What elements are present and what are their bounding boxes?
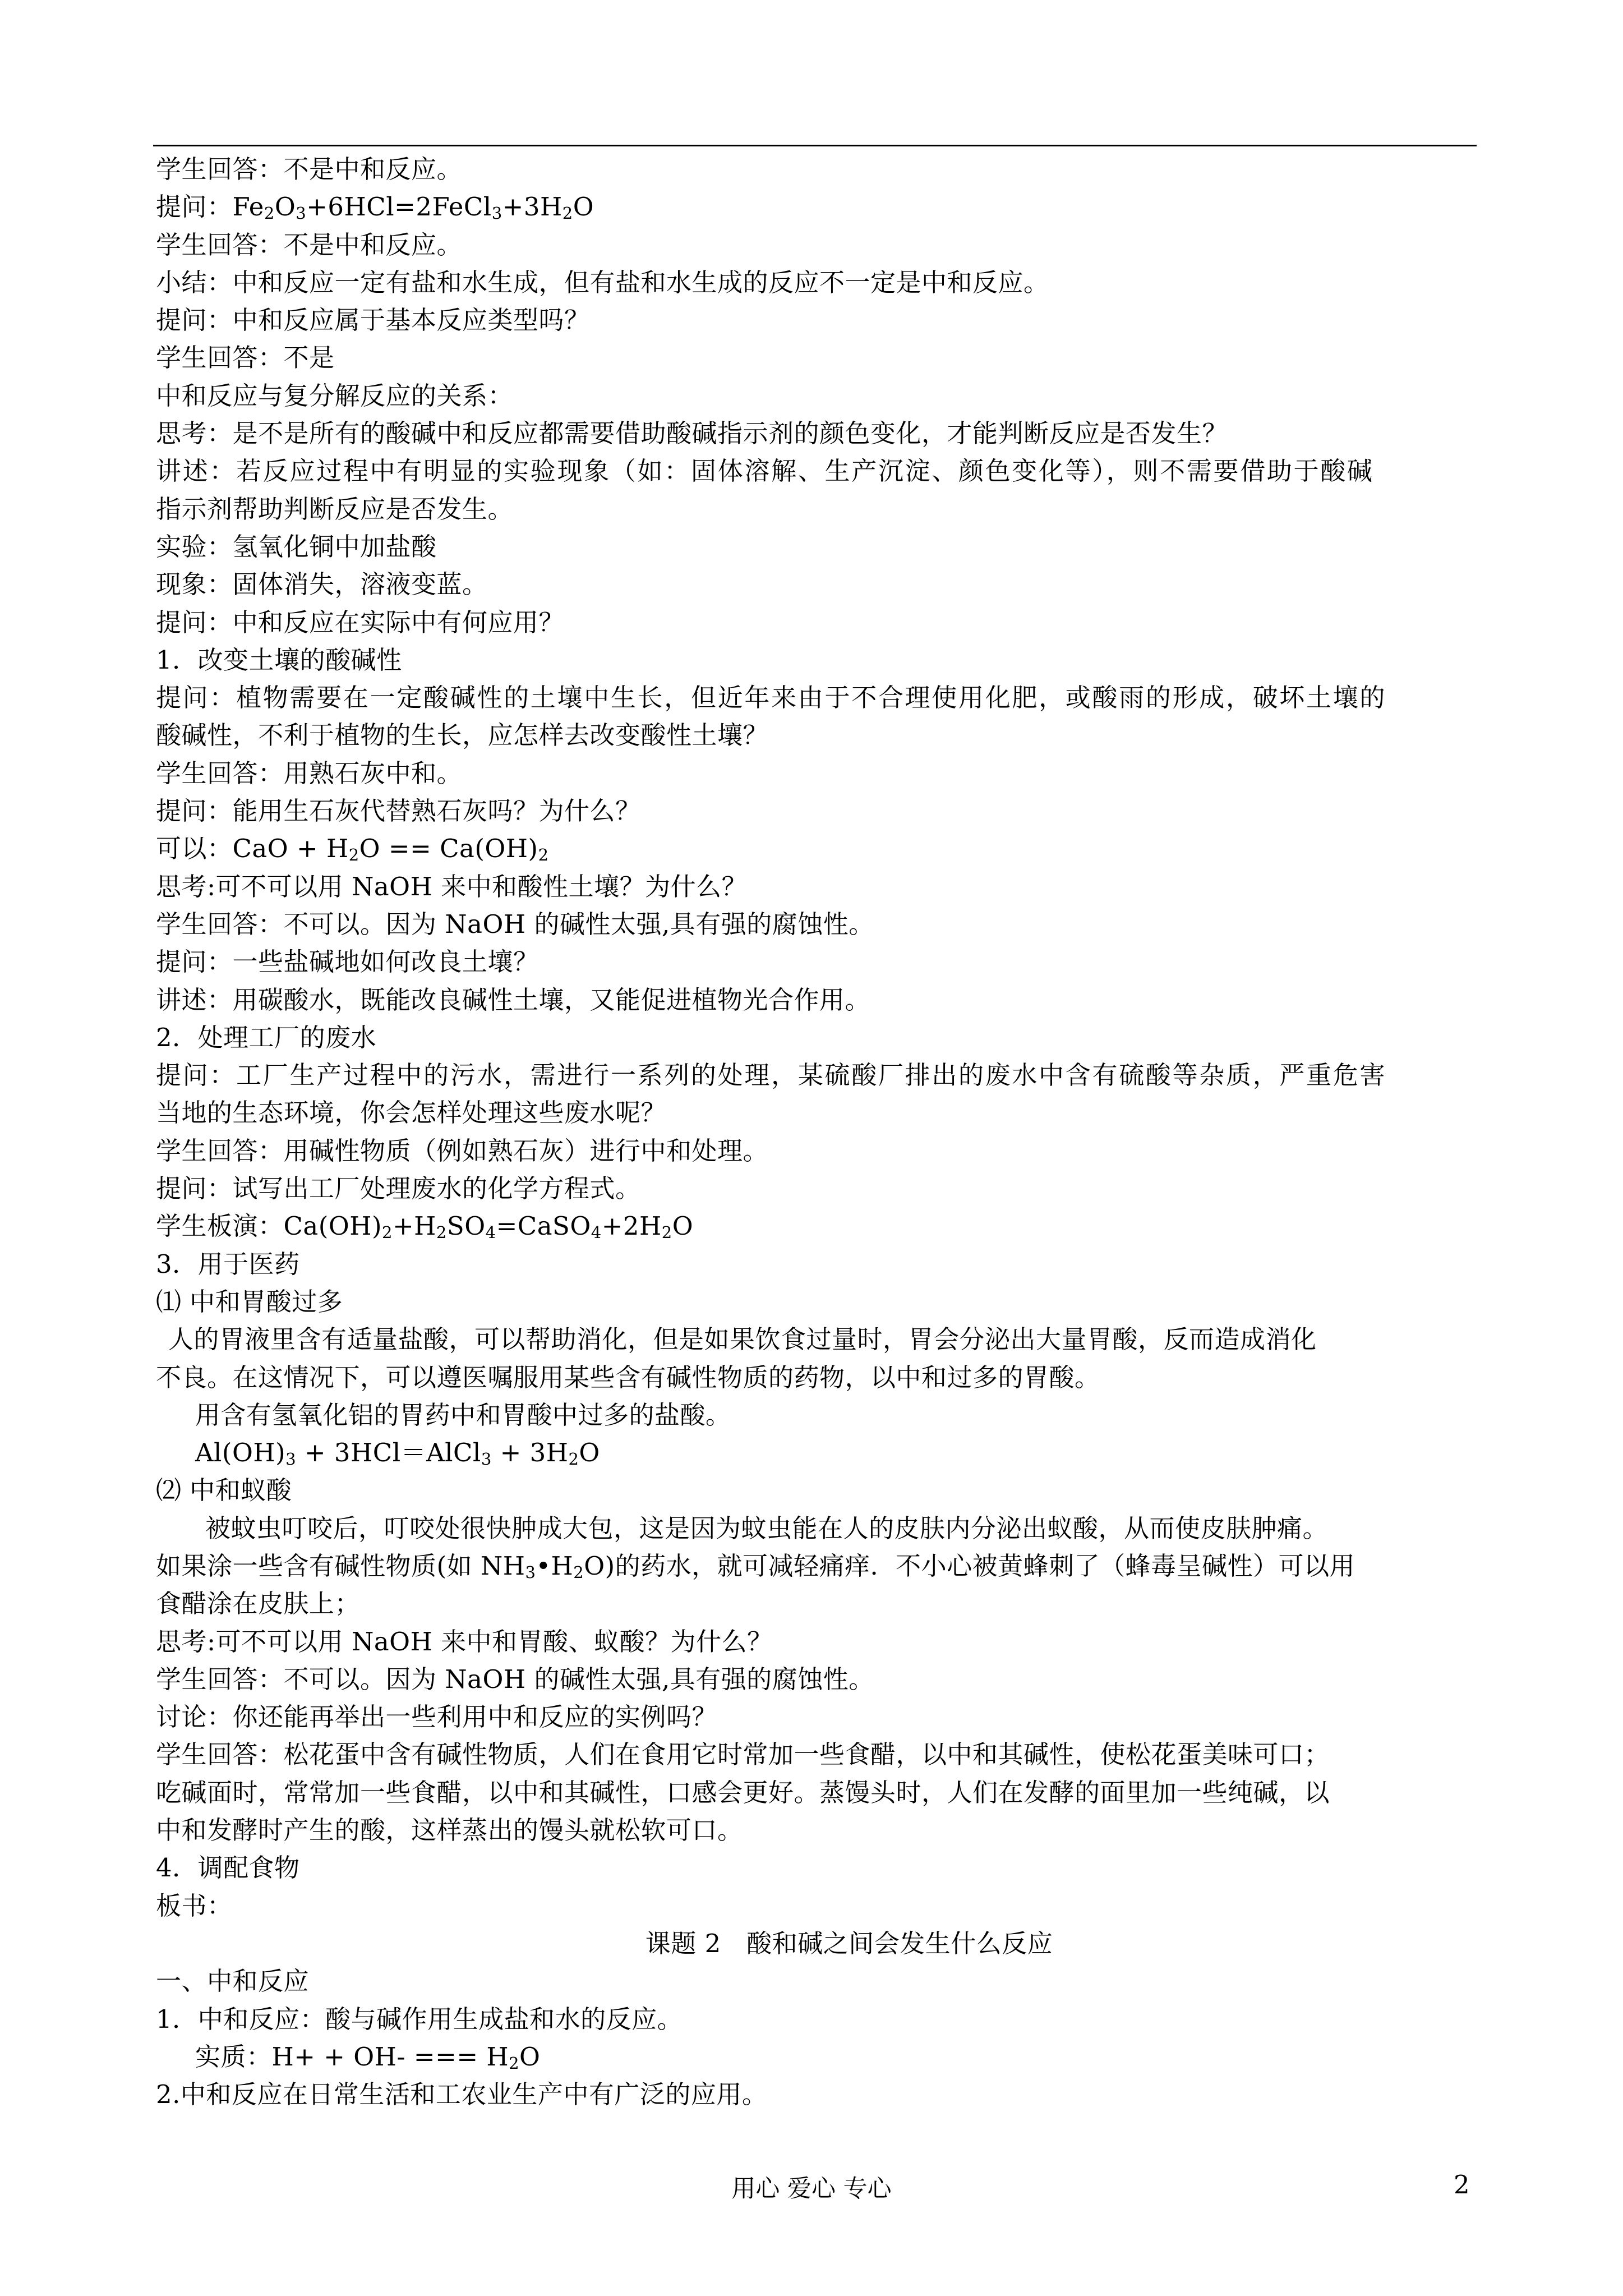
text-line: 提问：能用生石灰代替熟石灰吗？为什么？: [156, 796, 641, 826]
text-line: 吃碱面时，常常加一些食醋，以中和其碱性，口感会更好。蒸馒头时，人们在发酵的面里加一些纯碱，以: [156, 1777, 1330, 1807]
text-line: 2.中和反应在日常生活和工农业生产中有广泛的应用。: [156, 2079, 768, 2110]
text-line: 学生回答：用熟石灰中和。: [156, 758, 463, 788]
section-heading: 1．改变土壤的酸碱性: [156, 645, 402, 675]
text-line: 思考:可不可以用 NaOH 来中和胃酸、蚁酸？为什么？: [156, 1626, 773, 1657]
text-line: 学生回答：不是中和反应。: [156, 154, 463, 184]
header-rule: [153, 145, 1477, 146]
text-line-formula: 如果涂一些含有碱性物质(如 $NH_3•H_2O$)的药水，就可减轻痛痒．不小心被黄蜂刺了（蜂毒呈碱性）可以用: [156, 1550, 1355, 1582]
text-line: 当地的生态环境，你会怎样处理这些废水呢？: [156, 1098, 667, 1128]
text-line: 学生回答：松花蛋中含有碱性物质，人们在食用它时常加一些食醋，以中和其碱性，使松花蛋美味可口；: [156, 1740, 1330, 1770]
text-line-formula: 学生板演：$Ca(OH)_2+H_2SO_4=CaSO_4+2H_2O$: [156, 1211, 694, 1243]
text-line: 被蚊虫叮咬后，叮咬处很快肿成大包，这是因为蚊虫能在人的皮肤内分泌出蚁酸，从而使皮肤肿痛。: [205, 1513, 1329, 1543]
section-heading: 4．调配食物: [156, 1853, 300, 1883]
text-line: 不良。在这情况下，可以遵医嘱服用某些含有碱性物质的药物，以中和过多的胃酸。: [156, 1362, 1100, 1392]
subsection-heading: ⑴ 中和胃酸过多: [156, 1286, 343, 1317]
text-line: 用含有氢氧化铝的胃药中和胃酸中过多的盐酸。: [195, 1400, 731, 1430]
document-body: [156, 150, 1475, 2113]
text-line: 提问：试写出工厂处理废水的化学方程式。: [156, 1174, 641, 1204]
text-line-formula: 实质：H+ + OH- === $H_2O$: [195, 2041, 541, 2073]
text-line: 指示剂帮助判断反应是否发生。: [156, 494, 514, 524]
section-heading: 3．用于医药: [156, 1249, 300, 1279]
text-line: 思考:可不可以用 NaOH 来中和酸性土壤？为什么？: [156, 871, 748, 901]
footer-motto: 用心 爱心 专心: [731, 2175, 892, 2203]
text-line: 中和发酵时产生的酸，这样蒸出的馒头就松软可口。: [156, 1815, 743, 1846]
subsection-heading: ⑵ 中和蚁酸: [156, 1475, 292, 1506]
text-line: 小结：中和反应一定有盐和水生成，但有盐和水生成的反应不一定是中和反应。: [156, 267, 1049, 297]
text-line: 提问：工厂生产过程中的污水，需进行一系列的处理，某硫酸厂排出的废水中含有硫酸等杂质，严重危害: [156, 1060, 1387, 1091]
text-line: 讨论：你还能再举出一些利用中和反应的实例吗？: [156, 1702, 718, 1732]
text-line: 提问：一些盐碱地如何改良土壤？: [156, 947, 539, 977]
text-line: 提问：植物需要在一定酸碱性的土壤中生长，但近年来由于不合理使用化肥，或酸雨的形成，破坏土壤的: [156, 683, 1387, 713]
text-line: 学生回答：不是中和反应。: [156, 229, 463, 260]
text-line: 酸碱性，不利于植物的生长，应怎样去改变酸性土壤？: [156, 720, 769, 751]
text-line: 提问：中和反应在实际中有何应用？: [156, 607, 565, 637]
text-line: 学生回答：不可以。因为 NaOH 的碱性太强,具有强的腐蚀性。: [156, 1664, 874, 1694]
text-line: 1．中和反应：酸与碱作用生成盐和水的反应。: [156, 2004, 683, 2034]
text-line-formula: $Al(OH)_3$ + 3HCl＝AlCl$_3$ + $3H_2O$: [195, 1438, 600, 1469]
text-line: 现象：固体消失，溶液变蓝。: [156, 569, 488, 600]
text-line: 思考：是不是所有的酸碱中和反应都需要借助酸碱指示剂的颜色变化，才能判断反应是否发生？: [156, 418, 1228, 449]
text-line: 板书：: [156, 1890, 233, 1921]
text-line: 学生回答：用碱性物质（例如熟石灰）进行中和处理。: [156, 1135, 769, 1166]
page-number: 2: [1454, 2170, 1470, 2200]
text-line: 学生回答：不可以。因为 NaOH 的碱性太强,具有强的腐蚀性。: [156, 909, 874, 939]
text-line: 实验：氢氧化铜中加盐酸: [156, 531, 437, 562]
board-heading: 一、中和反应: [156, 1966, 310, 1996]
text-line-formula: 提问：$Fe_2O_3+6HCl=2FeCl_3+3H_2O$: [156, 192, 594, 223]
text-line: 中和反应与复分解反应的关系：: [156, 380, 514, 411]
text-line: 食醋涂在皮肤上；: [156, 1589, 361, 1619]
section-heading: 2．处理工厂的废水: [156, 1022, 377, 1052]
text-line: 人的胃液里含有适量盐酸，可以帮助消化，但是如果饮食过量时，胃会分泌出大量胃酸，反而造成消化: [168, 1324, 1317, 1355]
text-line-formula: 可以：CaO + $H_2O == Ca(OH)_2$: [156, 834, 549, 865]
text-line: 提问：中和反应属于基本反应类型吗？: [156, 305, 590, 335]
text-line: 讲述：若反应过程中有明显的实验现象（如：固体溶解、生产沉淀、颜色变化等），则不需要借助于酸碱: [156, 456, 1374, 486]
text-line: 学生回答：不是: [156, 343, 335, 373]
text-line: 讲述：用碳酸水，既能改良碱性土壤，又能促进植物光合作用。: [156, 984, 871, 1015]
board-title: 课题 2 酸和碱之间会发生什么反应: [645, 1928, 1053, 1958]
